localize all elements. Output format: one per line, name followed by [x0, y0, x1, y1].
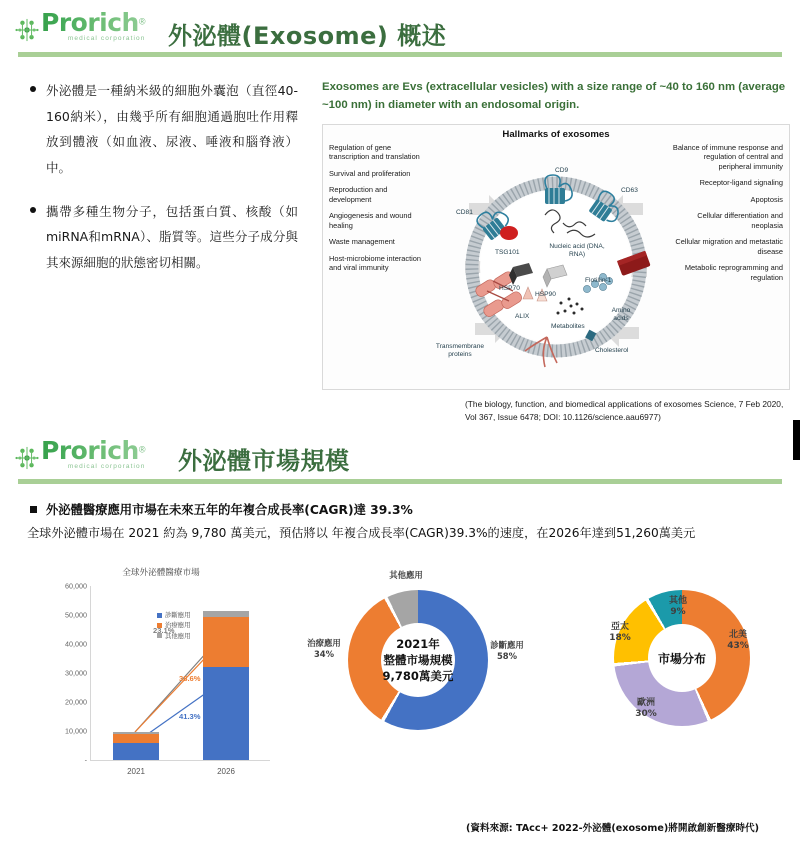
slide2-paragraph: 全球外泌體市場在 2021 約為 9,780 萬美元，預估將以 年複合成長率(CAGR)39.3%的速度，在2026年達到51,260萬美元 — [27, 526, 696, 540]
slice-label-north-america — [718, 630, 758, 653]
figure-inner-label-hsp90: HSP90 — [535, 291, 556, 298]
slice-name: 治療應用 — [307, 638, 341, 648]
slice-label-therapy — [300, 638, 348, 659]
donut-center-line-1: 2021年 — [396, 637, 440, 651]
figure-inner-label-cd63: CD63 — [621, 187, 638, 194]
bar-segment-other — [203, 611, 249, 618]
figure-right-labels — [671, 143, 783, 289]
figure-label: Reproduction and development — [329, 185, 388, 204]
legend-label: 治療應用 — [165, 621, 191, 630]
square-bullet-icon — [30, 506, 37, 513]
y-axis-tick: 20,000 — [65, 697, 87, 707]
figure-inner-label-nucleic-acid: Nucleic acid (DNA, RNA) — [549, 243, 605, 258]
figure-inner-label-cd81: CD81 — [456, 209, 473, 216]
bullet-dot-icon — [30, 86, 36, 92]
y-axis-tick: 30,000 — [65, 668, 87, 678]
bar-chart — [32, 566, 290, 794]
slice-value: 18% — [609, 633, 631, 644]
molecule-logo-icon — [14, 17, 40, 43]
figure-left-labels — [329, 143, 429, 280]
figure-citation: (The biology, function, and biomedical applications of exosomes Science, 7 Feb 2020, Vol 367, Issue 6478; DOI: 10.1126/science.aau6977) — [465, 399, 784, 422]
figure-label: Angiogenesis and wound healing — [329, 211, 412, 230]
figure-label: Cellular differentiation and neoplasia — [697, 211, 783, 230]
registered-mark: ® — [138, 444, 146, 455]
slice-label-asia-pacific — [600, 622, 640, 645]
prorich-logo — [14, 10, 145, 43]
bullet-text: 外泌體醫療應用市場在未來五年的年複合成長率(CAGR)達 39.3% — [46, 503, 413, 517]
slice-name: 北美 — [728, 630, 747, 640]
legend-label: 其他應用 — [165, 631, 191, 640]
slide1-bullet-list — [30, 78, 298, 293]
annotation-diagnosis: 41.3% — [179, 712, 201, 721]
donut-center-line-3: 9,780萬美元 — [382, 669, 454, 683]
figure-inner-label-cholesterol: Cholesterol — [595, 347, 629, 354]
slice-value: 9% — [670, 607, 686, 618]
donut-chart-market-distribution — [570, 576, 770, 786]
prorich-logo — [14, 438, 145, 471]
bar-2021 — [113, 732, 159, 760]
logo-subtitle: medical corporation — [67, 35, 146, 42]
annotation-therapy: 38.6% — [179, 674, 201, 683]
source-note: (資料來源: TAcc+ 2022-外泌體(exosome)將開啟創新醫療時代) — [466, 823, 759, 834]
slice-name: 歐洲 — [636, 698, 655, 708]
figure-label: Survival and proliferation — [329, 168, 411, 178]
exosome-hallmarks-figure — [322, 124, 790, 390]
bullet-text: 攜帶多種生物分子，包括蛋白質、核酸（如miRNA和mRNA）、脂質等。這些分子成分與其來源細胞的狀態密切相關。 — [46, 203, 298, 270]
bullet-text: 外泌體是一種納米級的細胞外囊泡（直徑40-160納米），由幾乎所有細胞通過胞吐作用釋放到體液（如血液、尿液、唾液和腦脊液）中。 — [46, 83, 298, 175]
logo-wordmark: Prorich — [41, 8, 139, 37]
y-axis-tick: 50,000 — [65, 610, 87, 620]
slice-value: 8% — [398, 580, 414, 591]
slice-name: 亞太 — [610, 622, 629, 632]
legend-label: 診斷應用 — [165, 611, 191, 619]
slice-name: 其他應用 — [389, 570, 423, 580]
slice-label-diagnosis — [484, 640, 530, 661]
y-axis-tick: 10,000 — [65, 726, 87, 736]
figure-label: Metabolic reprogramming and regulation — [684, 263, 783, 282]
figure-label: Balance of immune response and regulation of central and peripheral immunity — [672, 143, 783, 171]
y-axis-tick: 60,000 — [65, 581, 87, 591]
bar-segment-diagnosis — [113, 743, 159, 760]
y-axis-tick: - — [84, 755, 87, 765]
slice-label-other — [660, 596, 696, 619]
donut-center — [381, 623, 455, 697]
figure-label: Regulation of gene transcription and translation — [329, 143, 420, 162]
bar-2026 — [203, 611, 249, 760]
donut-center — [648, 624, 716, 692]
english-caption: Exosomes are Evs (extracellular vesicles) with a size range of ~40 to 160 nm (average ~100 nm) in diameter with an endosomal origin. — [322, 81, 786, 111]
header-divider-1 — [18, 52, 782, 57]
list-item — [30, 78, 298, 181]
figure-inner-label-metabolites: Metabolites — [551, 323, 585, 330]
page-edge-marker — [793, 420, 800, 460]
figure-label: Waste management — [329, 237, 395, 247]
slice-value: 43% — [727, 641, 749, 652]
slide2-bullet — [30, 500, 413, 518]
bar-segment-diagnosis — [203, 667, 249, 760]
registered-mark: ® — [138, 16, 146, 27]
figure-inner-label-cd9: CD9 — [555, 167, 569, 174]
figure-label: Cellular migration and metastatic disease — [675, 237, 783, 256]
figure-inner-label-alix: ALIX — [515, 313, 530, 320]
bar-segment-therapy — [203, 617, 249, 667]
logo-subtitle: medical corporation — [67, 463, 146, 470]
figure-label: Apoptosis — [750, 194, 783, 204]
header-divider-2 — [18, 479, 782, 484]
list-item — [30, 199, 298, 276]
figure-label: Receptor-ligand signaling — [699, 178, 783, 188]
annotation-other: 23.1% — [153, 626, 175, 635]
slice-value: 34% — [313, 648, 335, 659]
x-axis-tick: 2026 — [217, 767, 235, 776]
x-axis-tick: 2021 — [127, 767, 145, 776]
slide1-title: 外泌體(Exosome) 概述 — [168, 22, 447, 50]
y-axis-tick: 40,000 — [65, 639, 87, 649]
figure-inner-label-hsp70: HSP70 — [499, 285, 520, 292]
figure-inner-label-amino-acids: Amino acids — [611, 307, 631, 322]
slice-name: 診斷應用 — [490, 640, 524, 650]
molecule-logo-icon — [14, 445, 40, 471]
donut-center-line-2: 整體市場規模 — [383, 653, 453, 667]
figure-inner-label-tsg101: TSG101 — [495, 249, 520, 256]
figure-label: Host-microbiome interaction and viral immunity — [329, 253, 422, 273]
slice-label-europe — [626, 698, 666, 721]
slice-name: 其他 — [668, 596, 687, 606]
figure-inner-label-transmembrane-proteins: Transmembrane proteins — [435, 343, 485, 358]
bar-segment-therapy — [113, 734, 159, 744]
chart-title: 全球外泌體醫療市場 — [122, 568, 200, 578]
slice-value: 58% — [496, 650, 518, 661]
slide2-title: 外泌體市場規模 — [178, 447, 350, 475]
donut-center-line-1: 市場分布 — [657, 651, 706, 666]
figure-title: Hallmarks of exosomes — [502, 129, 610, 140]
logo-wordmark: Prorich — [41, 436, 139, 465]
slice-value: 30% — [635, 709, 657, 720]
chart-plot-area — [65, 581, 270, 776]
bullet-dot-icon — [30, 207, 36, 213]
slice-label-other — [380, 570, 432, 591]
donut-chart-market-size — [307, 570, 524, 787]
figure-inner-label-flotillin1: Flotillin-1 — [585, 277, 612, 284]
